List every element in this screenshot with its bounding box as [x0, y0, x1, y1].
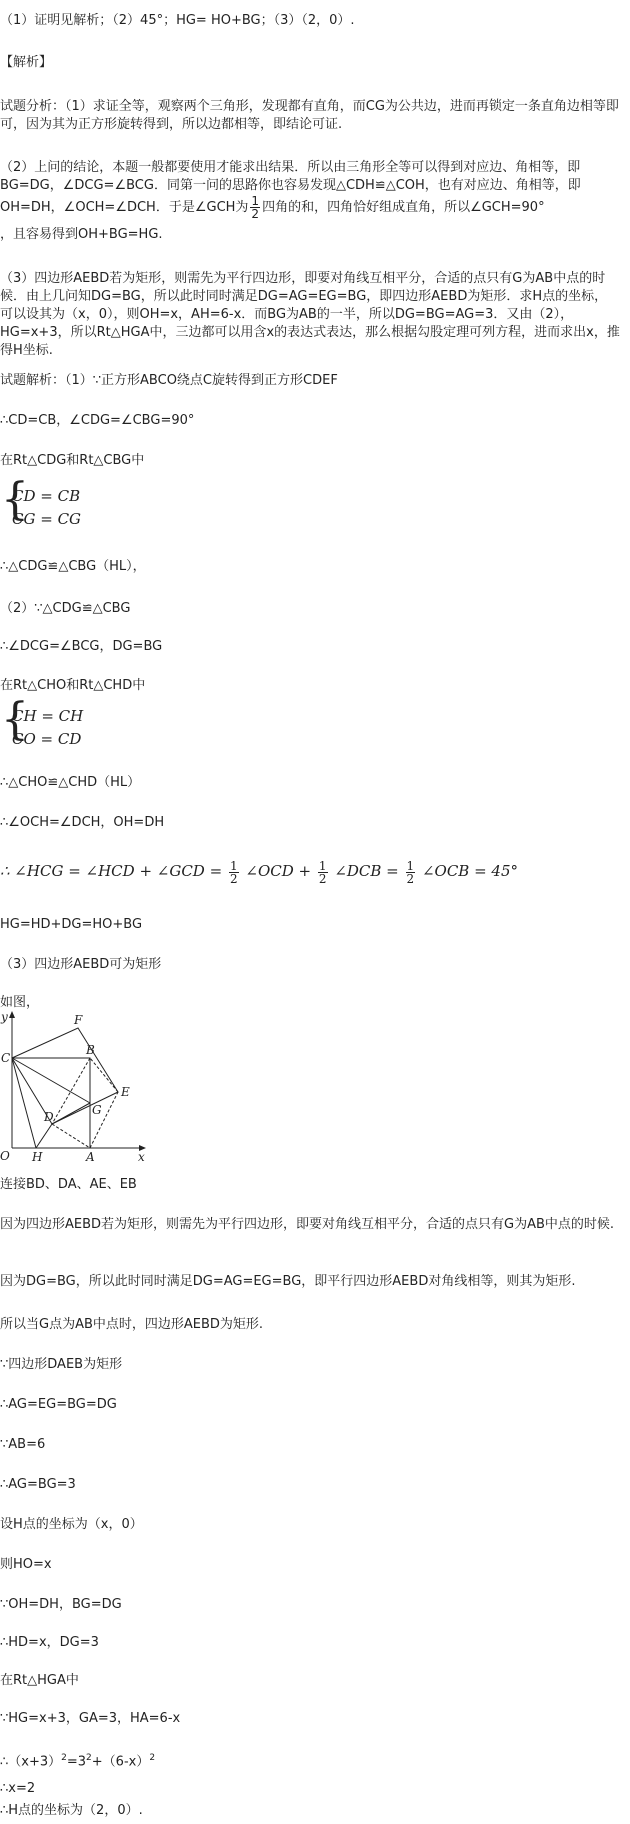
label-x: x	[138, 1150, 145, 1164]
solution-line: 因为四边形AEBD若为矩形，则需先为平行四边形，即要对角线互相平分，合适的点只有G为AB中点的时候.	[0, 1217, 615, 1232]
solution-line: ∵OH=DH，BG=DG	[0, 1597, 122, 1612]
one-half-fraction: $\frac{1}{2}$	[229, 858, 238, 886]
solution-line: 因为DG=BG，所以此时同时满足DG=AG=EG=BG，即平行四边形AEBD对角线相等，则其为矩形.	[0, 1274, 576, 1289]
solution-line: （2）∵△CDG≌△CBG	[0, 601, 131, 616]
one-half-fraction: $\frac{1}{2}$	[251, 194, 260, 221]
solution-line: HG=HD+DG=HO+BG	[0, 917, 143, 932]
solution-line: ∴H点的坐标为（2，0）.	[0, 1803, 143, 1818]
solution-line: ∴AG=EG=BG=DG	[0, 1397, 117, 1412]
segment-bd	[52, 1058, 90, 1124]
label-e: E	[121, 1085, 130, 1099]
label-o: O	[0, 1149, 10, 1163]
solution-line: 在Rt△CHO和Rt△CHD中	[0, 678, 146, 693]
solution-line: 试题解析：（1）∵正方形ABCO绕点C旋转得到正方形CDEF	[0, 373, 338, 388]
left-brace: {	[1, 474, 29, 525]
superscript: 2	[149, 1753, 156, 1763]
solution-line: ∴x=2	[0, 1781, 36, 1796]
square-cdef	[12, 1028, 118, 1124]
segment-eb	[90, 1058, 118, 1092]
segment-dg	[52, 1103, 90, 1124]
system-row: CG = CG	[12, 510, 82, 528]
system-row: CO = CD	[12, 730, 82, 748]
analysis-paragraph-3: （3）四边形AEBD若为矩形，则需先为平行四边形，即要对角线互相平分，合适的点只有G为AB中点的时候．由上几问知DG=BG，所以此时同时满足DG=AG=EG=BG，即四边形AEBD为矩形．求H点的坐标，可以设其为（x，0），则OH=x，AH=6-x．而BG为AB的一半，所以DG=BG=AG=3．又由（2），HG=x+3，所以Rt△HGA中，三边都可以用含x的表达式表达，那么根据勾股定理可列方程，进而求出x，推得H坐标.	[0, 271, 620, 358]
solution-line: 则HO=x	[0, 1557, 52, 1572]
system-row: CH = CH	[12, 707, 84, 725]
geometry-figure	[0, 1008, 170, 1168]
solution-line: （3）四边形AEBD可为矩形	[0, 957, 162, 972]
label-y: y	[1, 1010, 8, 1024]
analysis-p2-text: （2）上问的结论，本题一般都要使用才能求出结果．所以由三角形全等可以得到对应边、角相等，即BG=DG，∠DCG=∠BCG．同第一问的思路你也容易发现△CDH≌△COH，也有对应边、角相等，即OH=DH，∠OCH=∠DCH．于是∠GCH为	[0, 160, 581, 215]
solution-line: 连接BD、DA、AE、EB	[0, 1177, 137, 1192]
label-c: C	[1, 1051, 11, 1065]
solution-line: 在Rt△CDG和Rt△CBG中	[0, 453, 145, 468]
label-d: D	[44, 1110, 54, 1124]
segment-cg	[12, 1058, 90, 1103]
solution-line: ∵HG=x+3，GA=3，HA=6-x	[0, 1711, 181, 1726]
segment-da	[52, 1124, 90, 1148]
analysis-paragraph-2	[0, 159, 620, 220]
pythagoras-equation: $\therefore(x+3)^2=3^2+(6-x)^2$	[0, 1753, 156, 1770]
angle-equation: ∴ ∠HCG = ∠HCD + ∠GCD = $\frac{1}{2}$ ∠OCD + $\frac{1}{2}$ ∠DCB = $\frac{1}{2}$ ∠OCB = 45°	[0, 858, 519, 886]
solution-line: ∴△CHO≌△CHD（HL）	[0, 775, 141, 790]
segment-ae	[90, 1092, 118, 1148]
label-h: H	[32, 1150, 43, 1164]
analysis-paragraph-2-end: ，且容易得到OH+BG=HG.	[0, 227, 163, 242]
solution-line: ∴AG=BG=3	[0, 1477, 76, 1492]
label-f: F	[74, 1013, 83, 1027]
section-heading: 【解析】	[0, 55, 53, 70]
segment-hd	[36, 1124, 52, 1148]
solution-line: ∵四边形DAEB为矩形	[0, 1357, 123, 1372]
label-b: B	[86, 1043, 95, 1057]
label-a: A	[86, 1150, 95, 1164]
solution-line: 如图，	[0, 995, 40, 1010]
superscript: 2	[61, 1753, 67, 1763]
solution-line: ∴∠DCG=∠BCG，DG=BG	[0, 639, 163, 654]
solution-line: ∴△CDG≌△CBG（HL），	[0, 559, 146, 574]
y-axis-arrow	[9, 1011, 15, 1018]
analysis-paragraph-1: 试题分析：（1）求证全等，观察两个三角形，发现都有直角，而CG为公共边，进而再锁定一条直角边相等即可，因为其为正方形旋转得到，所以边都相等，即结论可证.	[0, 99, 619, 132]
answer-line: （1）证明见解析；（2）45°；HG= HO+BG；（3）（2，0）.	[0, 13, 355, 28]
solution-line: 所以当G点为AB中点时，四边形AEBD为矩形.	[0, 1317, 264, 1332]
system-row: CD = CB	[12, 487, 81, 505]
left-brace: {	[1, 694, 29, 745]
superscript: 2	[86, 1753, 92, 1763]
one-half-fraction: $\frac{1}{2}$	[406, 858, 415, 886]
segment-ch	[12, 1058, 36, 1148]
label-g: G	[92, 1103, 102, 1117]
solution-line: 设H点的坐标为（x，0）	[0, 1517, 143, 1532]
solution-line: ∴CD=CB，∠CDG=∠CBG=90°	[0, 413, 195, 428]
solution-line: 在Rt△HGA中	[0, 1673, 79, 1688]
one-half-fraction: $\frac{1}{2}$	[318, 858, 327, 886]
solution-line: ∵AB=6	[0, 1437, 46, 1452]
analysis-p2-text-b: 四角的和，四角恰好组成直角，所以∠GCH=90°	[262, 200, 545, 215]
solution-line: ∴HD=x，DG=3	[0, 1635, 99, 1650]
solution-line: ∴∠OCH=∠DCH，OH=DH	[0, 815, 165, 830]
